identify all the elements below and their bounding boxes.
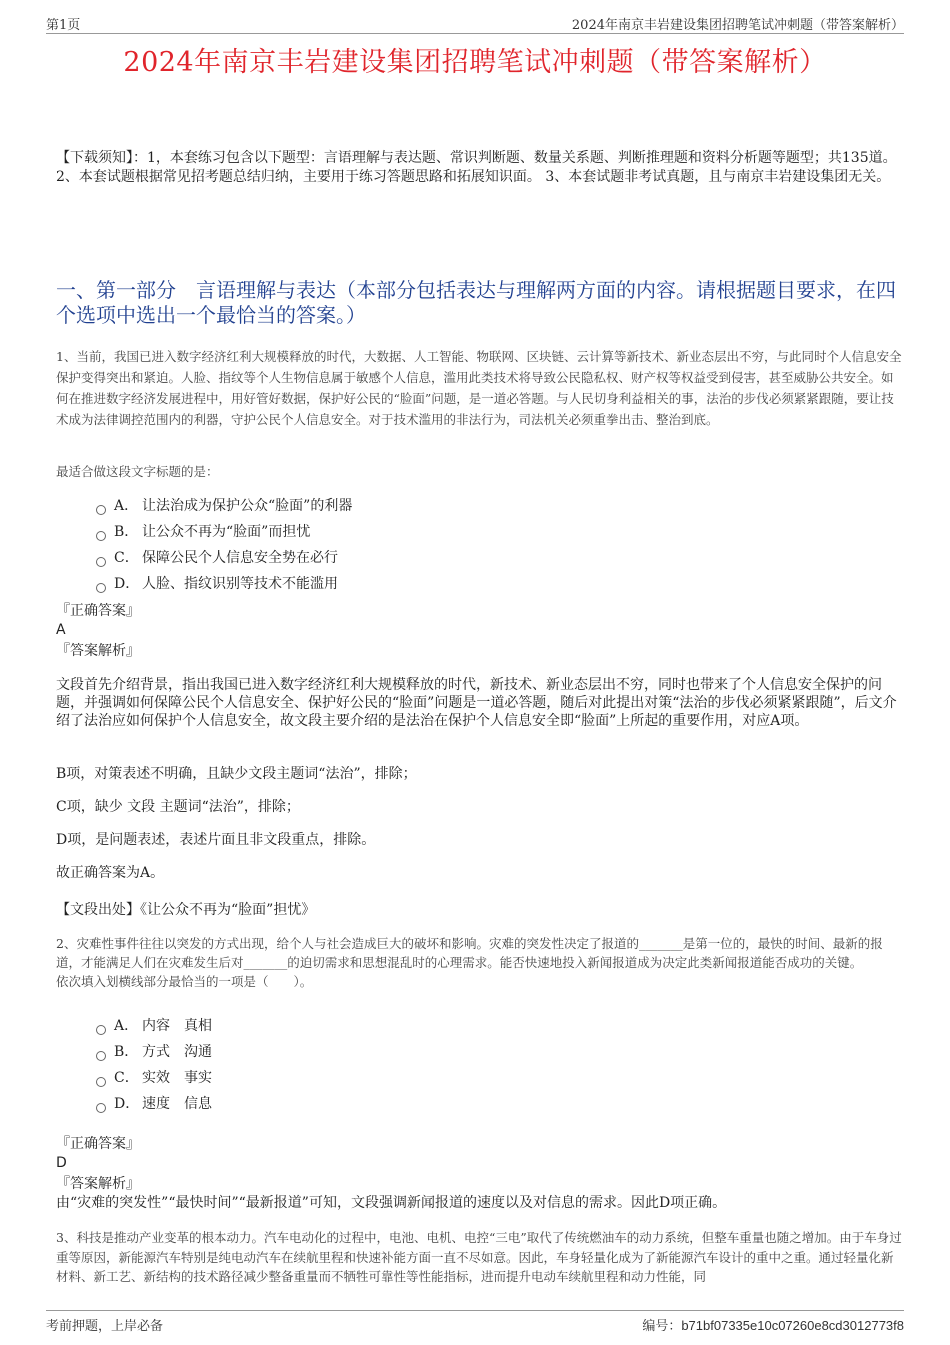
radio-icon[interactable]	[96, 557, 106, 567]
section-heading: 一、第一部分 言语理解与表达（本部分包括表达与理解两方面的内容。请根据题目要求，在四个选项中选出一个最恰当的答案。）	[56, 278, 896, 327]
question-1-text: 1、当前，我国已进入数字经济红利大规模释放的时代，大数据、人工智能、物联网、区块链、云计算等新技术、新业态层出不穷，与此同时个人信息安全保护变得突出和紧迫。人脸、指纹等个人生物信息属于敏感个人信息，滥用此类技术将导致公民隐私权、财产权等权益受到侵害，甚至威胁公共安全。如何在推进数字经济发展进程中，用好管好数据，保护好公民的“脸面”问题，是一道必答题。与人民切身利益相关的事，法治的步伐必须紧紧跟随，要让技术成为法律调控范围内的利器，守护公民个人信息安全。对于技术滥用的非法行为，司法机关必须重拳出击、整治到底。	[56, 349, 902, 427]
analysis-option-b: B项，对策表述不明确，且缺少文段主题词“法治”，排除；	[56, 766, 417, 782]
download-notice: 【下载须知】：1，本套练习包含以下题型：言语理解与表达题、常识判断题、数量关系题、判断推理题和资料分析题等题型；共135道。 2、本套试题根据常见招考题总结归纳，主要用于练习答题思路和拓展知识面。 3、本套试题非考试真题，且与南京丰岩建设集团无关。	[56, 150, 897, 185]
radio-icon[interactable]	[96, 531, 106, 541]
radio-icon[interactable]	[96, 1103, 106, 1113]
option-d[interactable]: D． 速度 信息	[96, 1091, 212, 1117]
answer-label: 『正确答案』	[56, 1136, 140, 1152]
page-header	[46, 14, 904, 34]
radio-icon[interactable]	[96, 1051, 106, 1061]
text-source: 【文段出处】《让公众不再为“脸面”担忧》	[56, 902, 316, 918]
question-2-prompt: 依次填入划横线部分最恰当的一项是（ ）。	[56, 974, 313, 989]
option-a[interactable]: A． 让法治成为保护公众“脸面”的利器	[96, 493, 352, 519]
analysis-conclusion: 故正确答案为A。	[56, 865, 165, 881]
analysis-option-d: D项，是问题表述，表述片面且非文段重点，排除。	[56, 832, 376, 848]
option-c[interactable]: C． 实效 事实	[96, 1065, 212, 1091]
question-1-prompt: 最适合做这段文字标题的是：	[56, 464, 219, 479]
analysis-paragraph: 文段首先介绍背景，指出我国已进入数字经济红利大规模释放的时代，新技术、新业态层出不穷，同时也带来了个人信息安全保护的问题，并强调如何保障公民个人信息安全、保护好公民的“脸面”问题是一道必答题，随后对此提出对策“法治的步伐必须紧紧跟随”，后文介绍了法治应如何保护个人信息安全，故文段主要介绍的是法治在保护个人信息安全即“脸面”上所起的重要作用，对应A项。	[56, 677, 897, 729]
option-a[interactable]: A． 内容 真相	[96, 1013, 212, 1039]
question-2-options	[96, 1013, 212, 1117]
radio-icon[interactable]	[96, 1077, 106, 1087]
question-3-text: 3、科技是推动产业变革的根本动力。汽车电动化的过程中，电池、电机、电控“三电”取代了传统燃油车的动力系统，但整车重量也随之增加。由于车身过重等原因，新能源汽车特别是纯电动汽车在续航里程和快速补能方面一直不尽如意。因此，车身轻量化成为了新能源汽车设计的重中之重。通过轻量化新材料、新工艺、新结构的技术路径减少整备重量而不牺牲可靠性等性能指标，进而提升电动车续航里程和动力性能，同	[56, 1230, 902, 1284]
analysis-paragraph: 由“灾难的突发性”“最快时间”“最新报道”可知，文段强调新闻报道的速度以及对信息的需求。因此D项正确。	[56, 1195, 727, 1211]
analysis-option-c: C项，缺少 文段 主题词“法治”，排除；	[56, 799, 300, 815]
page-footer	[46, 1310, 904, 1333]
radio-icon[interactable]	[96, 1025, 106, 1035]
analysis-label: 『答案解析』	[56, 1176, 140, 1192]
question-1-options	[96, 493, 352, 597]
correct-answer: A	[56, 622, 66, 638]
radio-icon[interactable]	[96, 505, 106, 515]
option-b[interactable]: B． 让公众不再为“脸面”而担忧	[96, 519, 352, 545]
page-title: 2024年南京丰岩建设集团招聘笔试冲刺题（带答案解析）	[123, 47, 827, 78]
option-d[interactable]: D． 人脸、指纹识别等技术不能滥用	[96, 571, 352, 597]
correct-answer: D	[56, 1155, 67, 1171]
page-number: 第1页	[46, 18, 81, 33]
document-code: 编号：b71bf07335e10c07260e8cd3012773f8	[642, 1318, 904, 1334]
question-2-text: 2、灾难性事件往往以突发的方式出现，给个人与社会造成巨大的破坏和影响。灾难的突发性决定了报道的_______是第一位的，最快的时间、最新的报道，才能满足人们在灾难发生后对_______的迫切需求和思想混乱时的心理需求。能否快速地投入新闻报道成为决定此类新闻报道能否成功的关键。 依次填入划横线部分最恰当的一项是（ ）。	[56, 934, 902, 991]
footer-slogan: 考前押题，上岸必备	[46, 1319, 164, 1334]
header-doc-title: 2024年南京丰岩建设集团招聘笔试冲刺题（带答案解析）	[571, 18, 904, 33]
answer-label: 『正确答案』	[56, 603, 140, 619]
analysis-label: 『答案解析』	[56, 643, 140, 659]
radio-icon[interactable]	[96, 583, 106, 593]
option-c[interactable]: C． 保障公民个人信息安全势在必行	[96, 545, 352, 571]
option-b[interactable]: B． 方式 沟通	[96, 1039, 212, 1065]
